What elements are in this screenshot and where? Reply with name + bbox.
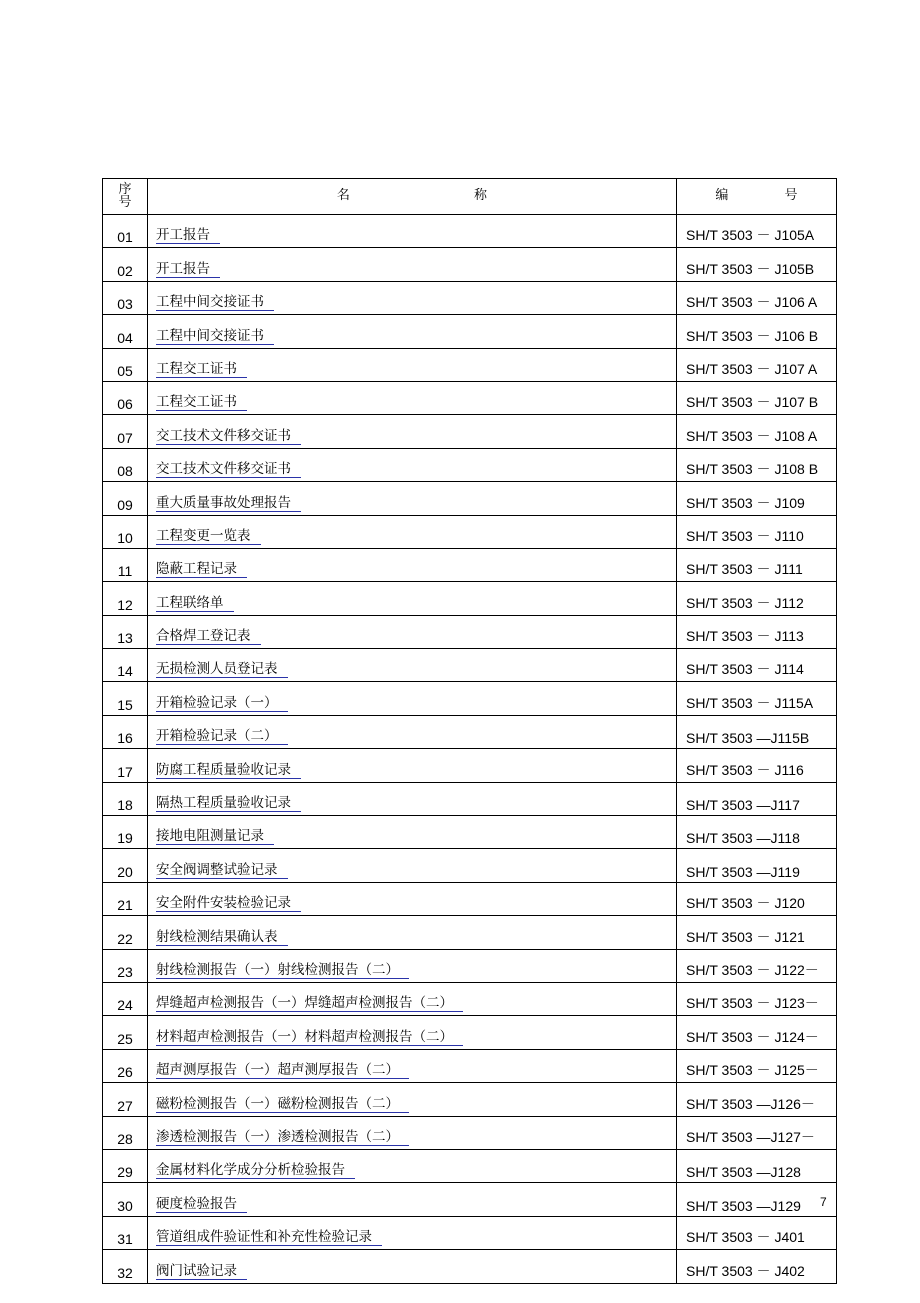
table-row	[103, 348, 837, 381]
row-code: SH/T 3503 － J108 B	[677, 448, 837, 481]
table-row	[103, 749, 837, 782]
row-code: SH/T 3503 － J106 A	[677, 281, 837, 314]
table-row	[103, 1183, 837, 1216]
row-seq: 20	[103, 849, 148, 882]
row-name-cell	[148, 1149, 677, 1182]
row-name-link[interactable]: 安全阀调整试验记录	[156, 863, 288, 879]
row-name-link[interactable]: 工程交工证书	[156, 395, 247, 411]
row-code: SH/T 3503 － J109	[677, 482, 837, 515]
row-name-cell	[148, 649, 677, 682]
row-name-cell	[148, 1049, 677, 1082]
row-name-link[interactable]: 工程变更一览表	[156, 529, 261, 545]
row-name-link[interactable]: 接地电阻测量记录	[156, 829, 274, 845]
row-seq: 01	[103, 215, 148, 248]
table-row	[103, 982, 837, 1015]
row-code: SH/T 3503 － J107 B	[677, 381, 837, 414]
row-code: SH/T 3503 － J112	[677, 582, 837, 615]
row-name-link[interactable]: 交工技术文件移交证书	[156, 429, 301, 445]
row-name-cell	[148, 1116, 677, 1149]
row-seq: 18	[103, 782, 148, 815]
row-name-cell	[148, 849, 677, 882]
row-name-link[interactable]: 金属材料化学成分分析检验报告	[156, 1163, 355, 1179]
row-name-cell	[148, 615, 677, 648]
table-row	[103, 949, 837, 982]
row-code: SH/T 3503 —J118	[677, 816, 837, 849]
row-name-link[interactable]: 工程中间交接证书	[156, 329, 274, 345]
table-row	[103, 1250, 837, 1283]
row-name-link[interactable]: 开工报告	[156, 262, 220, 278]
row-name-link[interactable]: 射线检测报告（一）射线检测报告（二）	[156, 963, 409, 979]
row-name-link[interactable]: 开箱检验记录（一）	[156, 696, 288, 712]
row-name-cell	[148, 448, 677, 481]
header-name: 名 称	[148, 179, 677, 215]
table-row	[103, 582, 837, 615]
table-row	[103, 649, 837, 682]
row-code: SH/T 3503 —J115B	[677, 715, 837, 748]
row-name-cell	[148, 749, 677, 782]
row-seq: 17	[103, 749, 148, 782]
row-name-link[interactable]: 隐蔽工程记录	[156, 562, 247, 578]
row-seq: 04	[103, 315, 148, 348]
row-name-link[interactable]: 无损检测人员登记表	[156, 662, 288, 678]
table-row	[103, 916, 837, 949]
row-code: SH/T 3503 —J127－	[677, 1116, 837, 1149]
row-name-cell	[148, 281, 677, 314]
row-name-link[interactable]: 安全附件安装检验记录	[156, 896, 301, 912]
row-seq: 21	[103, 882, 148, 915]
row-code: SH/T 3503 － J122－	[677, 949, 837, 982]
table-row	[103, 1083, 837, 1116]
table-row	[103, 816, 837, 849]
row-code: SH/T 3503 － J110	[677, 515, 837, 548]
table-row	[103, 1016, 837, 1049]
row-name-link[interactable]: 重大质量事故处理报告	[156, 496, 301, 512]
table-header-row	[103, 179, 837, 215]
row-code: SH/T 3503 － J402	[677, 1250, 837, 1283]
table-row	[103, 315, 837, 348]
row-name-link[interactable]: 开工报告	[156, 228, 220, 244]
row-name-link[interactable]: 材料超声检测报告（一）材料超声检测报告（二）	[156, 1030, 463, 1046]
row-name-cell	[148, 1016, 677, 1049]
row-code: SH/T 3503 － J108 A	[677, 415, 837, 448]
row-name-cell	[148, 816, 677, 849]
row-name-link[interactable]: 硬度检验报告	[156, 1197, 247, 1213]
row-seq: 32	[103, 1250, 148, 1283]
row-code: SH/T 3503 —J128	[677, 1149, 837, 1182]
row-name-cell	[148, 415, 677, 448]
table-body	[103, 215, 837, 1284]
row-code: SH/T 3503 － J105A	[677, 215, 837, 248]
row-seq: 29	[103, 1149, 148, 1182]
row-name-cell	[148, 882, 677, 915]
row-code: SH/T 3503 － J111	[677, 548, 837, 581]
row-seq: 26	[103, 1049, 148, 1082]
row-name-cell	[148, 982, 677, 1015]
row-name-cell	[148, 1083, 677, 1116]
row-seq: 27	[103, 1083, 148, 1116]
table-row	[103, 448, 837, 481]
table-row	[103, 415, 837, 448]
row-seq: 25	[103, 1016, 148, 1049]
table-row	[103, 1149, 837, 1182]
row-name-link[interactable]: 隔热工程质量验收记录	[156, 796, 301, 812]
row-name-cell	[148, 1216, 677, 1249]
table-row	[103, 1116, 837, 1149]
row-name-cell	[148, 348, 677, 381]
row-seq: 16	[103, 715, 148, 748]
row-name-cell	[148, 315, 677, 348]
row-seq: 28	[103, 1116, 148, 1149]
row-name-link[interactable]: 渗透检测报告（一）渗透检测报告（二）	[156, 1130, 409, 1146]
row-name-link[interactable]: 开箱检验记录（二）	[156, 729, 288, 745]
row-name-cell	[148, 548, 677, 581]
table-row	[103, 248, 837, 281]
row-seq: 15	[103, 682, 148, 715]
row-code: SH/T 3503 － J106 B	[677, 315, 837, 348]
row-name-cell	[148, 1183, 677, 1216]
row-seq: 14	[103, 649, 148, 682]
row-code: SH/T 3503 － J121	[677, 916, 837, 949]
row-seq: 19	[103, 816, 148, 849]
row-name-cell	[148, 215, 677, 248]
table-row	[103, 548, 837, 581]
row-name-cell	[148, 916, 677, 949]
table-row	[103, 615, 837, 648]
row-seq: 22	[103, 916, 148, 949]
row-code: SH/T 3503 － J115A	[677, 682, 837, 715]
row-name-cell	[148, 682, 677, 715]
row-name-cell	[148, 515, 677, 548]
row-code: SH/T 3503 － J120	[677, 882, 837, 915]
table-row	[103, 215, 837, 248]
table-row	[103, 882, 837, 915]
row-seq: 03	[103, 281, 148, 314]
row-name-link[interactable]: 合格焊工登记表	[156, 629, 261, 645]
row-code: SH/T 3503 —J129	[677, 1183, 837, 1216]
row-seq: 06	[103, 381, 148, 414]
row-name-link[interactable]: 磁粉检测报告（一）磁粉检测报告（二）	[156, 1097, 409, 1113]
row-code: SH/T 3503 － J114	[677, 649, 837, 682]
row-code: SH/T 3503 —J117	[677, 782, 837, 815]
table-row	[103, 849, 837, 882]
row-name-cell	[148, 482, 677, 515]
row-name-link[interactable]: 阀门试验记录	[156, 1264, 247, 1280]
row-seq: 24	[103, 982, 148, 1015]
row-seq: 13	[103, 615, 148, 648]
page-number: 7	[820, 1195, 827, 1209]
table-row	[103, 515, 837, 548]
row-name-link[interactable]: 交工技术文件移交证书	[156, 462, 301, 478]
header-seq: 序号	[103, 179, 148, 215]
row-seq: 11	[103, 548, 148, 581]
row-name-cell	[148, 582, 677, 615]
row-seq: 05	[103, 348, 148, 381]
row-name-link[interactable]: 管道组成件验证性和补充性检验记录	[156, 1230, 382, 1246]
row-code: SH/T 3503 － J107 A	[677, 348, 837, 381]
row-name-cell	[148, 715, 677, 748]
row-code: SH/T 3503 － J123－	[677, 982, 837, 1015]
row-name-link[interactable]: 防腐工程质量验收记录	[156, 763, 301, 779]
row-code: SH/T 3503 － J401	[677, 1216, 837, 1249]
row-name-cell	[148, 1250, 677, 1283]
table-row	[103, 1216, 837, 1249]
row-name-link[interactable]: 超声测厚报告（一）超声测厚报告（二）	[156, 1063, 409, 1079]
row-seq: 30	[103, 1183, 148, 1216]
row-code: SH/T 3503 － J116	[677, 749, 837, 782]
row-name-link[interactable]: 工程交工证书	[156, 362, 247, 378]
row-code: SH/T 3503 —J119	[677, 849, 837, 882]
row-code: SH/T 3503 － J125－	[677, 1049, 837, 1082]
row-seq: 10	[103, 515, 148, 548]
row-seq: 12	[103, 582, 148, 615]
row-seq: 08	[103, 448, 148, 481]
row-code: SH/T 3503 —J126－	[677, 1083, 837, 1116]
row-code: SH/T 3503 － J105B	[677, 248, 837, 281]
row-code: SH/T 3503 － J124－	[677, 1016, 837, 1049]
row-seq: 02	[103, 248, 148, 281]
row-name-link[interactable]: 工程中间交接证书	[156, 295, 274, 311]
row-name-cell	[148, 782, 677, 815]
document-index-table	[102, 178, 837, 1284]
table-row	[103, 482, 837, 515]
row-name-link[interactable]: 工程联络单	[156, 596, 234, 612]
row-code: SH/T 3503 － J113	[677, 615, 837, 648]
table-row	[103, 782, 837, 815]
table-row	[103, 381, 837, 414]
row-name-link[interactable]: 射线检测结果确认表	[156, 930, 288, 946]
table-row	[103, 281, 837, 314]
row-name-cell	[148, 949, 677, 982]
row-seq: 09	[103, 482, 148, 515]
row-name-link[interactable]: 焊缝超声检测报告（一）焊缝超声检测报告（二）	[156, 996, 463, 1012]
row-seq: 31	[103, 1216, 148, 1249]
table-row	[103, 682, 837, 715]
table-row	[103, 1049, 837, 1082]
row-seq: 07	[103, 415, 148, 448]
row-name-cell	[148, 381, 677, 414]
row-name-cell	[148, 248, 677, 281]
table-row	[103, 715, 837, 748]
row-seq: 23	[103, 949, 148, 982]
header-code: 编 号	[677, 179, 837, 215]
